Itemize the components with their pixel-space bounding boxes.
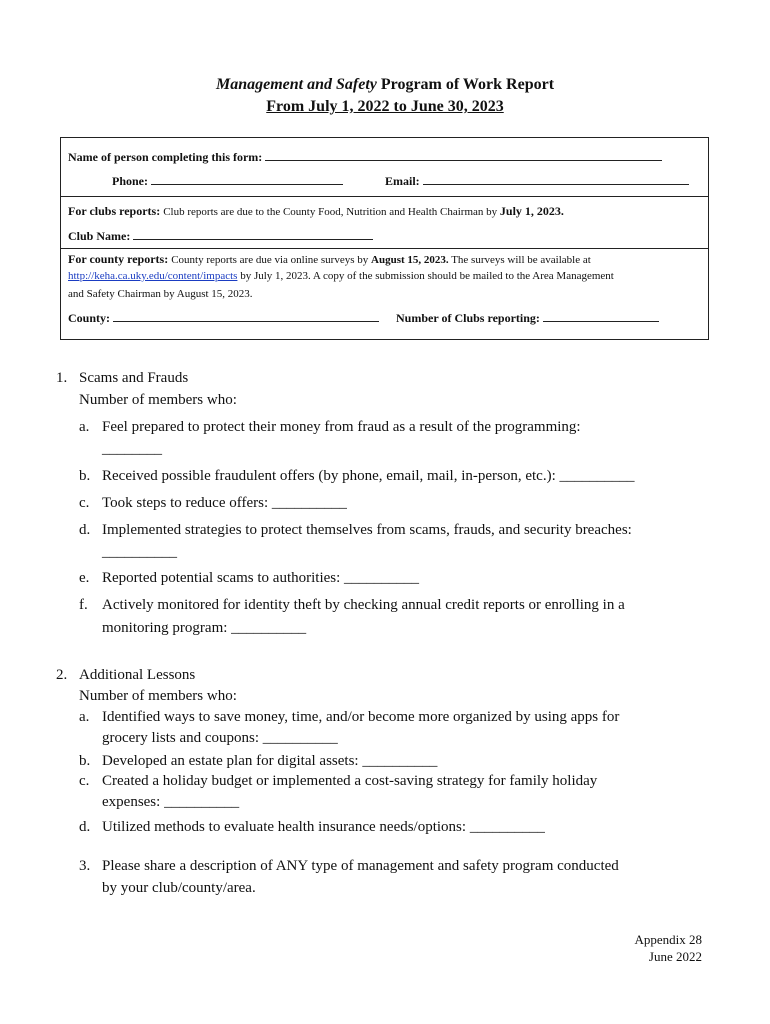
section1-intro: Number of members who:: [79, 392, 237, 408]
name-label: Name of person completing this form:: [68, 150, 266, 164]
section3-line2: by your club/county/area.: [102, 880, 256, 896]
s2-c-line1: Created a holiday budget or implemented a cost-saving strategy for family holiday: [102, 773, 598, 789]
county-text3: by July 1, 2023. A copy of the submission should be mailed to the Area Management: [237, 270, 614, 282]
section2-intro: Number of members who:: [79, 688, 237, 704]
club-name-field[interactable]: [133, 229, 373, 240]
s1-e-letter: e.: [79, 570, 90, 586]
s1-b-letter: b.: [79, 468, 91, 484]
phone-field[interactable]: [151, 174, 343, 185]
title-italic-part: Management and Safety: [215, 76, 377, 93]
s2-a-letter: a.: [79, 709, 90, 725]
county-field-label: County:: [68, 311, 114, 325]
county-field[interactable]: [113, 311, 379, 322]
page-title: [0, 76, 770, 94]
s1-f-letter: f.: [79, 597, 88, 613]
s2-b-letter: b.: [79, 753, 91, 769]
email-label: Email:: [385, 174, 423, 188]
s2-b-text: Developed an estate plan for digital assets: __________: [102, 753, 438, 769]
s1-a-line1: Feel prepared to protect their money from fraud as a result of the programming:: [102, 419, 581, 435]
section1-number: 1.: [56, 370, 68, 386]
section1-title: Scams and Frauds: [79, 370, 189, 386]
county-text2: The surveys will be available at: [448, 254, 591, 266]
county-date: August 15, 2023.: [371, 254, 449, 266]
email-field[interactable]: [423, 174, 689, 185]
name-field[interactable]: [265, 150, 662, 161]
appendix-label: Appendix 28: [634, 932, 702, 947]
club-name-row: [68, 229, 373, 244]
s1-f-line1: Actively monitored for identity theft by checking annual credit reports or enrolling in a: [102, 597, 625, 613]
section2-number: 2.: [56, 667, 68, 683]
county-text4: and Safety Chairman by August 15, 2023.: [68, 288, 253, 300]
section3-number: 3.: [79, 858, 91, 874]
county-label: For county reports:: [68, 252, 172, 266]
name-row: [68, 150, 662, 165]
s2-a-line1: Identified ways to save money, time, and/or become more organized by using apps for: [102, 709, 620, 725]
num-clubs-label: Number of Clubs reporting:: [396, 311, 543, 325]
s2-a-line2: grocery lists and coupons: __________: [102, 730, 338, 746]
s1-c-letter: c.: [79, 495, 90, 511]
s1-d-line1: Implemented strategies to protect themselves from scams, frauds, and security breaches:: [102, 522, 632, 538]
county-field-row: [68, 311, 379, 326]
page-subtitle: From July 1, 2022 to June 30, 2023: [266, 98, 504, 115]
email-row: [385, 174, 689, 189]
clubs-label: For clubs reports:: [68, 204, 164, 218]
s2-d-text: Utilized methods to evaluate health insurance needs/options: __________: [102, 819, 545, 835]
impacts-link[interactable]: http://keha.ca.uky.edu/content/impacts: [68, 270, 238, 282]
s1-d-letter: d.: [79, 522, 91, 538]
clubs-reports-row: [68, 204, 564, 219]
s2-c-line2: expenses: __________: [102, 794, 240, 810]
clubs-text: Club reports are due to the County Food, Nutrition and Health Chairman by: [163, 206, 500, 218]
num-clubs-row: [396, 311, 659, 326]
county-reports-row: [68, 252, 591, 267]
form-info-box: [60, 137, 709, 340]
s1-c-text: Took steps to reduce offers: __________: [102, 495, 347, 511]
s1-a-letter: a.: [79, 419, 90, 435]
s1-e-text: Reported potential scams to authorities: __________: [102, 570, 420, 586]
county-link-row: [68, 270, 614, 282]
county-text1: County reports are due via online surveys by: [171, 254, 372, 266]
s1-d-blank[interactable]: __________: [102, 544, 177, 560]
num-clubs-field[interactable]: [543, 311, 659, 322]
s1-f-line2: monitoring program: __________: [102, 620, 307, 636]
s2-c-letter: c.: [79, 773, 90, 789]
clubs-date: July 1, 2023.: [499, 204, 564, 218]
phone-label: Phone:: [112, 174, 151, 188]
phone-row: [112, 174, 343, 189]
section2-title: Additional Lessons: [79, 667, 196, 683]
club-name-label: Club Name:: [68, 229, 134, 243]
divider: [61, 196, 708, 197]
s1-a-blank[interactable]: ________: [102, 441, 162, 457]
s1-b-text: Received possible fraudulent offers (by phone, email, mail, in-person, etc.): __________: [102, 468, 635, 484]
section3-line1: Please share a description of ANY type of management and safety program conducted: [102, 858, 619, 874]
divider: [61, 248, 708, 249]
title-rest: Program of Work Report: [376, 76, 555, 93]
footer-date: June 2022: [648, 949, 702, 964]
s2-d-letter: d.: [79, 819, 91, 835]
